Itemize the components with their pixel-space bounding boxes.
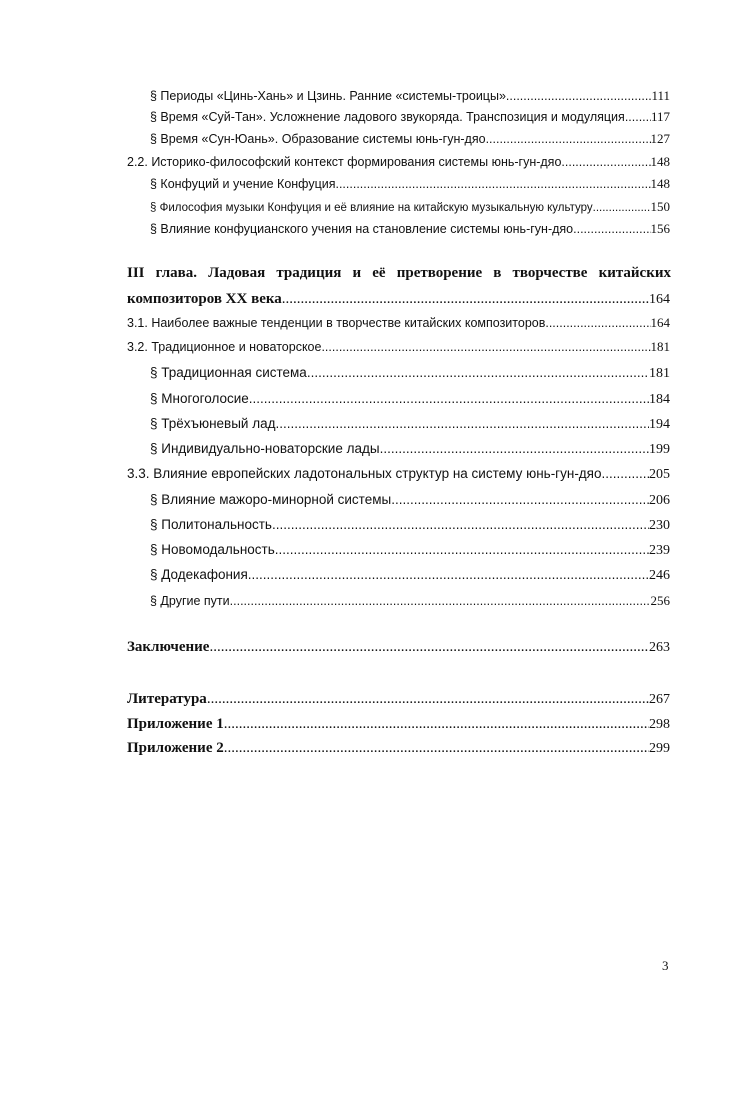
toc-entry-label: § Время «Суй-Тан». Усложнение ладового звукоряда. Транспозиция и модуляция xyxy=(150,110,625,124)
toc-entry xyxy=(150,128,670,150)
toc-entry-label: § Традиционная система xyxy=(150,365,307,380)
toc-entry-label: § Многоголосие xyxy=(150,391,249,406)
toc-entry xyxy=(127,336,670,358)
toc-entry xyxy=(150,173,670,195)
toc-entry xyxy=(150,362,670,384)
chapter-3-heading: III глава. Ладовая традиция и её претворение в творчестве китайских xyxy=(127,265,671,281)
toc-entry-label: § Трёхъюневый лад xyxy=(150,416,276,431)
toc-entry-page: 263 xyxy=(649,640,670,655)
toc-chapter-entry xyxy=(127,288,670,310)
toc-entry-page: 111 xyxy=(651,88,670,103)
toc-entry xyxy=(150,413,670,435)
toc-entry-label: 2.2. Историко-философский контекст формирования системы юнь-гун-дяо xyxy=(127,155,562,169)
toc-entry xyxy=(150,438,670,460)
toc-entry-label: Литература xyxy=(127,691,207,707)
toc-entry-label: § Новомодальность xyxy=(150,542,275,557)
toc-entry-page: 150 xyxy=(650,199,670,214)
toc-entry-label: 3.3. Влияние европейских ладотональных структур на систему юнь-гун-дяо xyxy=(127,466,602,481)
toc-entry-page: 184 xyxy=(649,392,670,407)
toc-entry-label: § Индивидуально-новаторские лады xyxy=(150,441,380,456)
toc-entry-page: 194 xyxy=(649,417,670,432)
toc-entry-page: 205 xyxy=(649,467,670,482)
toc-entry xyxy=(127,463,670,485)
toc-entry xyxy=(150,539,670,561)
toc-entry-page: 156 xyxy=(650,221,670,236)
toc-entry-label: § Другие пути xyxy=(150,594,230,608)
toc-entry xyxy=(150,514,670,536)
toc-entry-page: 256 xyxy=(650,593,670,608)
toc-entry-label: § Время «Сун-Юань». Образование системы юнь-гун-дяо xyxy=(150,132,486,146)
chapter-3-heading-cont: композиторов XX века xyxy=(127,291,282,307)
toc-entry-page: 181 xyxy=(650,339,670,354)
toc-entry-label: 3.1. Наиболее важные тенденции в творчестве китайских композиторов xyxy=(127,316,546,330)
toc-entry xyxy=(127,151,670,173)
page-number: 3 xyxy=(662,958,669,973)
toc-entry-page: 299 xyxy=(649,741,670,756)
toc-entry xyxy=(150,85,670,107)
toc-entry-label: § Додекафония xyxy=(150,567,248,582)
toc-entry-label: § Периоды «Цинь-Хань» и Цзинь. Ранние «системы-троицы» xyxy=(150,89,506,103)
toc-entry xyxy=(127,312,670,334)
toc-entry-page: 181 xyxy=(649,366,670,381)
toc-entry-page: 246 xyxy=(649,568,670,583)
toc-entry xyxy=(150,106,670,128)
toc-back-entry xyxy=(127,737,670,759)
toc-entry-label: § Влияние мажоро-минорной системы xyxy=(150,492,392,507)
toc-entry-page: 298 xyxy=(649,717,670,732)
toc-back-entry xyxy=(127,688,670,710)
toc-entry-page: 127 xyxy=(650,131,670,146)
toc-entry xyxy=(150,590,670,612)
toc-back-entry xyxy=(127,713,670,735)
toc-entry-page: 267 xyxy=(649,692,670,707)
toc-entry-page: 164 xyxy=(650,315,670,330)
toc-entry-page: 199 xyxy=(649,442,670,457)
toc-entry-label: Заключение xyxy=(127,639,210,655)
toc-entry-label: Приложение 1 xyxy=(127,716,224,732)
toc-entry-label: Приложение 2 xyxy=(127,740,224,756)
toc-entry-page: 206 xyxy=(649,493,670,508)
toc-entry xyxy=(150,489,670,511)
toc-entry xyxy=(150,564,670,586)
toc-entry-page: 230 xyxy=(649,518,670,533)
toc-entry-label: 3.2. Традиционное и новаторское xyxy=(127,340,322,354)
toc-entry-page: 148 xyxy=(650,154,670,169)
toc-entry-label: § Конфуций и учение Конфуция xyxy=(150,177,336,191)
toc-entry-page: 239 xyxy=(649,543,670,558)
toc-entry-label: § Философия музыки Конфуция и её влияние на китайскую музыкальную культуру xyxy=(150,202,593,214)
toc-entry xyxy=(150,218,670,240)
toc-entry-page: 164 xyxy=(649,292,670,307)
toc-entry xyxy=(150,388,670,410)
toc-conclusion xyxy=(127,636,670,658)
toc-entry-label: § Политональность xyxy=(150,517,272,532)
toc-entry-page: 117 xyxy=(650,109,670,124)
toc-entry-label: § Влияние конфуцианского учения на становление системы юнь-гун-дяо xyxy=(150,222,574,236)
toc-entry-page: 148 xyxy=(650,176,670,191)
toc-entry xyxy=(150,196,670,218)
